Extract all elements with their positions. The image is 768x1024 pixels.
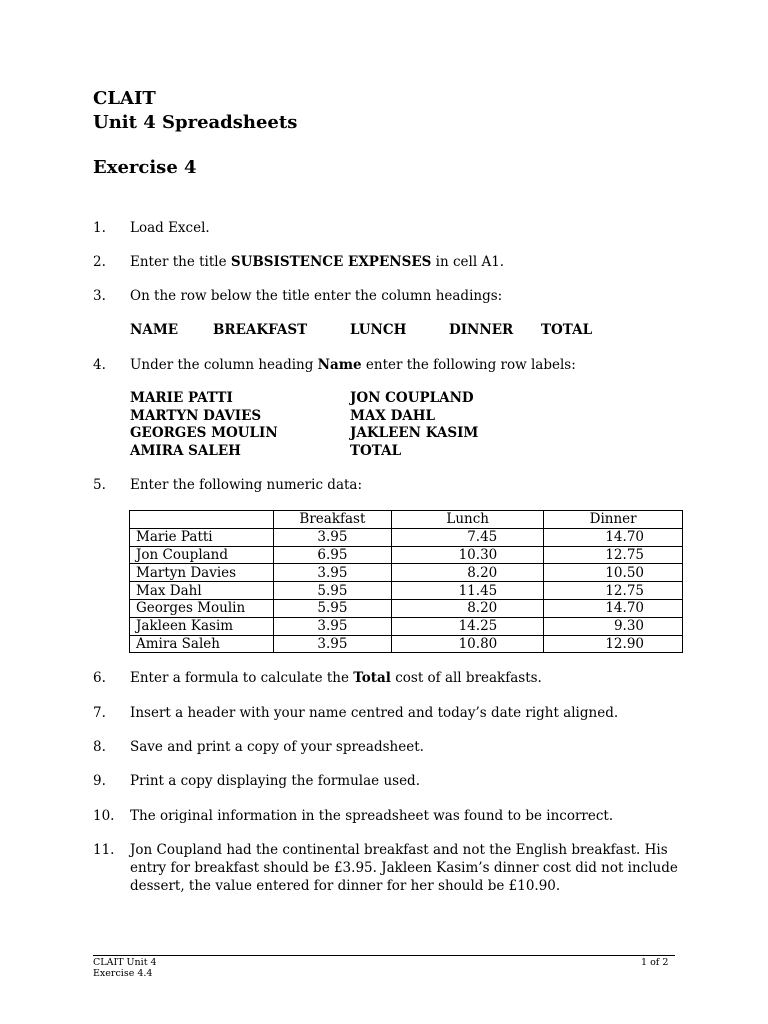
step-number: 6. (93, 670, 106, 686)
row-labels-right (350, 390, 478, 460)
step-number: 2. (93, 254, 106, 270)
table-cell: 5.95 (273, 582, 391, 600)
column-heading-dinner: DINNER (449, 322, 514, 338)
column-heading-total: TOTAL (541, 322, 593, 338)
step-text: Enter the title SUBSISTENCE EXPENSES in cell A1. (130, 254, 505, 270)
column-heading-name: NAME (130, 322, 179, 338)
column-heading-breakfast: BREAKFAST (213, 322, 308, 338)
course-title: CLAIT (93, 88, 156, 109)
table-cell: 3.95 (273, 617, 391, 635)
row-label: MARTYN DAVIES (130, 407, 262, 424)
table-cell: Georges Moulin (130, 599, 274, 617)
table-cell: 7.45 (392, 528, 544, 546)
step-text: Under the column heading Name enter the following row labels: (130, 357, 576, 373)
table-cell: 3.95 (273, 528, 391, 546)
table-header-row (130, 511, 683, 529)
table-cell: 14.25 (392, 617, 544, 635)
table-row (130, 546, 683, 564)
table-cell: 8.20 (392, 564, 544, 582)
table-cell: Martyn Davies (130, 564, 274, 582)
table-cell: Marie Patti (130, 528, 274, 546)
footer-unit: CLAIT Unit 4 (93, 957, 157, 968)
step-text: On the row below the title enter the column headings: (130, 288, 503, 304)
step-text: Enter a formula to calculate the Total cost of all breakfasts. (130, 670, 542, 686)
footer-left (93, 957, 157, 979)
step-text: Load Excel. (130, 220, 210, 236)
table-header-cell (130, 511, 274, 529)
footer-exercise: Exercise 4.4 (93, 968, 153, 979)
step-text: Save and print a copy of your spreadsheet. (130, 739, 424, 755)
step-text: Print a copy displaying the formulae used. (130, 773, 420, 789)
table-row (130, 617, 683, 635)
table-row (130, 528, 683, 546)
row-label: JAKLEEN KASIM (350, 425, 479, 441)
table-cell: 14.70 (544, 528, 683, 546)
table-cell: Max Dahl (130, 582, 274, 600)
table-cell: 12.75 (544, 582, 683, 600)
row-labels-left (130, 390, 278, 460)
row-label: AMIRA SALEH (130, 442, 241, 459)
table-cell: 9.30 (544, 617, 683, 635)
table-row (130, 582, 683, 600)
table-row (130, 564, 683, 582)
table-cell: 14.70 (544, 599, 683, 617)
step-text: Insert a header with your name centred and today’s date right aligned. (130, 705, 619, 721)
table-cell: 3.95 (273, 635, 391, 653)
step-text: The original information in the spreadsheet was found to be incorrect. (130, 808, 614, 824)
table-row (130, 599, 683, 617)
table-cell: 11.45 (392, 582, 544, 600)
table-cell: 10.50 (544, 564, 683, 582)
table-cell: 12.90 (544, 635, 683, 653)
step-number: 7. (93, 705, 106, 721)
step-number: 3. (93, 288, 106, 304)
table-cell: 8.20 (392, 599, 544, 617)
table-cell: Jon Coupland (130, 546, 274, 564)
table-cell: 10.80 (392, 635, 544, 653)
step-number: 1. (93, 220, 106, 236)
table-cell: 6.95 (273, 546, 391, 564)
table-cell: Jakleen Kasim (130, 617, 274, 635)
row-label: MAX DAHL (350, 407, 436, 424)
table-header-cell: Dinner (544, 511, 683, 529)
row-label: TOTAL (350, 442, 402, 459)
step-number: 9. (93, 773, 106, 789)
step-number: 8. (93, 739, 106, 755)
page-number: 1 of 2 (641, 957, 669, 968)
table-header-cell: Breakfast (273, 511, 391, 529)
table-cell: 5.95 (273, 599, 391, 617)
row-label: JON COUPLAND (350, 390, 474, 406)
step-number: 11. (93, 842, 115, 858)
table-cell: 3.95 (273, 564, 391, 582)
step-text: Enter the following numeric data: (130, 477, 363, 493)
table-header-cell: Lunch (392, 511, 544, 529)
table-row (130, 635, 683, 653)
row-label: MARIE PATTI (130, 390, 233, 406)
numeric-data-table (129, 510, 683, 653)
table-cell: 10.30 (392, 546, 544, 564)
footer-rule (93, 955, 675, 956)
step-number: 4. (93, 357, 106, 373)
unit-title: Unit 4 Spreadsheets (93, 112, 298, 133)
table-cell: Amira Saleh (130, 635, 274, 653)
table-cell: 12.75 (544, 546, 683, 564)
step-number: 10. (93, 808, 115, 824)
step-number: 5. (93, 477, 106, 493)
exercise-title: Exercise 4 (93, 157, 197, 178)
step-text: Jon Coupland had the continental breakfast and not the English breakfast. His entry for breakfast should be £3.95. Jakleen Kasim’s dinner cost did not include dessert, the value entered for dinner for her should be £10.90. (130, 842, 678, 894)
column-heading-lunch: LUNCH (350, 322, 407, 338)
row-label: GEORGES MOULIN (130, 425, 278, 441)
